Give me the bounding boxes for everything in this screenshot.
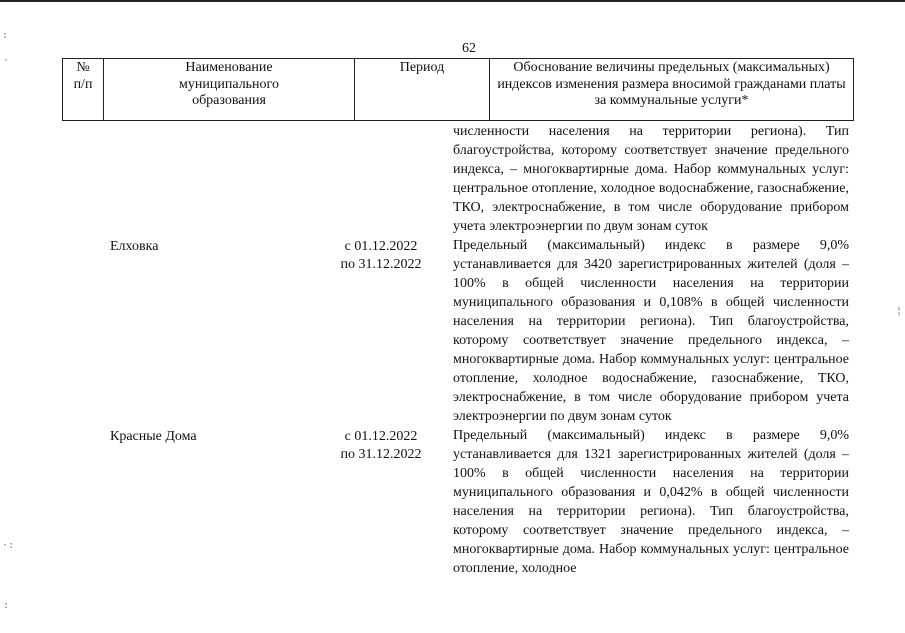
header-name-label: Наименование муниципального образования <box>179 60 279 108</box>
scan-mark: : <box>2 30 9 41</box>
justification-text: Предельный (максимальный) индекс в размере 9,0% устанавливается для 3420 зарегистрированных жителей (доля – 100% в общей численности населения на территории муниципального образования и 0,108% в общей численности населения на территории региона). Тип благоустройства, которому соответствует значение предельного индекса, – многоквартирные дома. Набор коммунальных услуг: центральное отопление, холодное водоснабжение, газоснабжение, ТКО, электроснабжение, в том числе оборудование прибором учета электроэнергии по двум зонам суток <box>453 238 849 424</box>
scan-mark: ·: <box>2 540 15 551</box>
table-header-row <box>62 58 854 121</box>
scan-mark: ¦ <box>896 306 903 317</box>
header-number-label: № п/п <box>73 60 93 92</box>
table-row <box>62 426 854 576</box>
scan-mark: · <box>3 55 10 66</box>
period-value: с 01.12.2022 по 31.12.2022 <box>340 239 422 272</box>
justification-text: Предельный (максимальный) индекс в размере 9,0% устанавливается для 1321 зарегистрированных жителей (доля – 100% в общей численности населения на территории муниципального образования и 0,042% в общей численности населения на территории региона). Тип благоустройства, которому соответствует значение предельного индекса, – многоквартирные дома. Набор коммунальных услуг: центральное отопление, холодное <box>453 428 849 576</box>
top-border-line <box>0 0 905 2</box>
scan-mark: : <box>3 600 10 611</box>
table-row <box>62 236 854 426</box>
municipality-name: Елховка <box>110 239 159 254</box>
header-name <box>103 59 354 120</box>
index-table <box>62 58 854 576</box>
header-number <box>62 59 103 120</box>
continuation-row <box>62 121 854 236</box>
header-period-label: Период <box>399 60 445 75</box>
header-period <box>354 59 489 120</box>
continuation-text: численности населения на территории региона). Тип благоустройства, которому соответствует значение предельного индекса, – многоквартирные дома. Набор коммунальных услуг: центральное отопление, холодное водоснабжение, газоснабжение, ТКО, электроснабжение, в том числе оборудование прибором учета электроэнергии по двум зонам суток <box>453 124 849 234</box>
page-number: 62 <box>462 41 476 56</box>
header-justification <box>489 59 854 120</box>
period-value: с 01.12.2022 по 31.12.2022 <box>340 429 422 462</box>
municipality-name: Красные Дома <box>110 429 197 444</box>
header-justification-label: Обоснование величины предельных (максимальных) индексов изменения размера вносимой гражданами платы за коммунальные услуги* <box>497 60 846 108</box>
